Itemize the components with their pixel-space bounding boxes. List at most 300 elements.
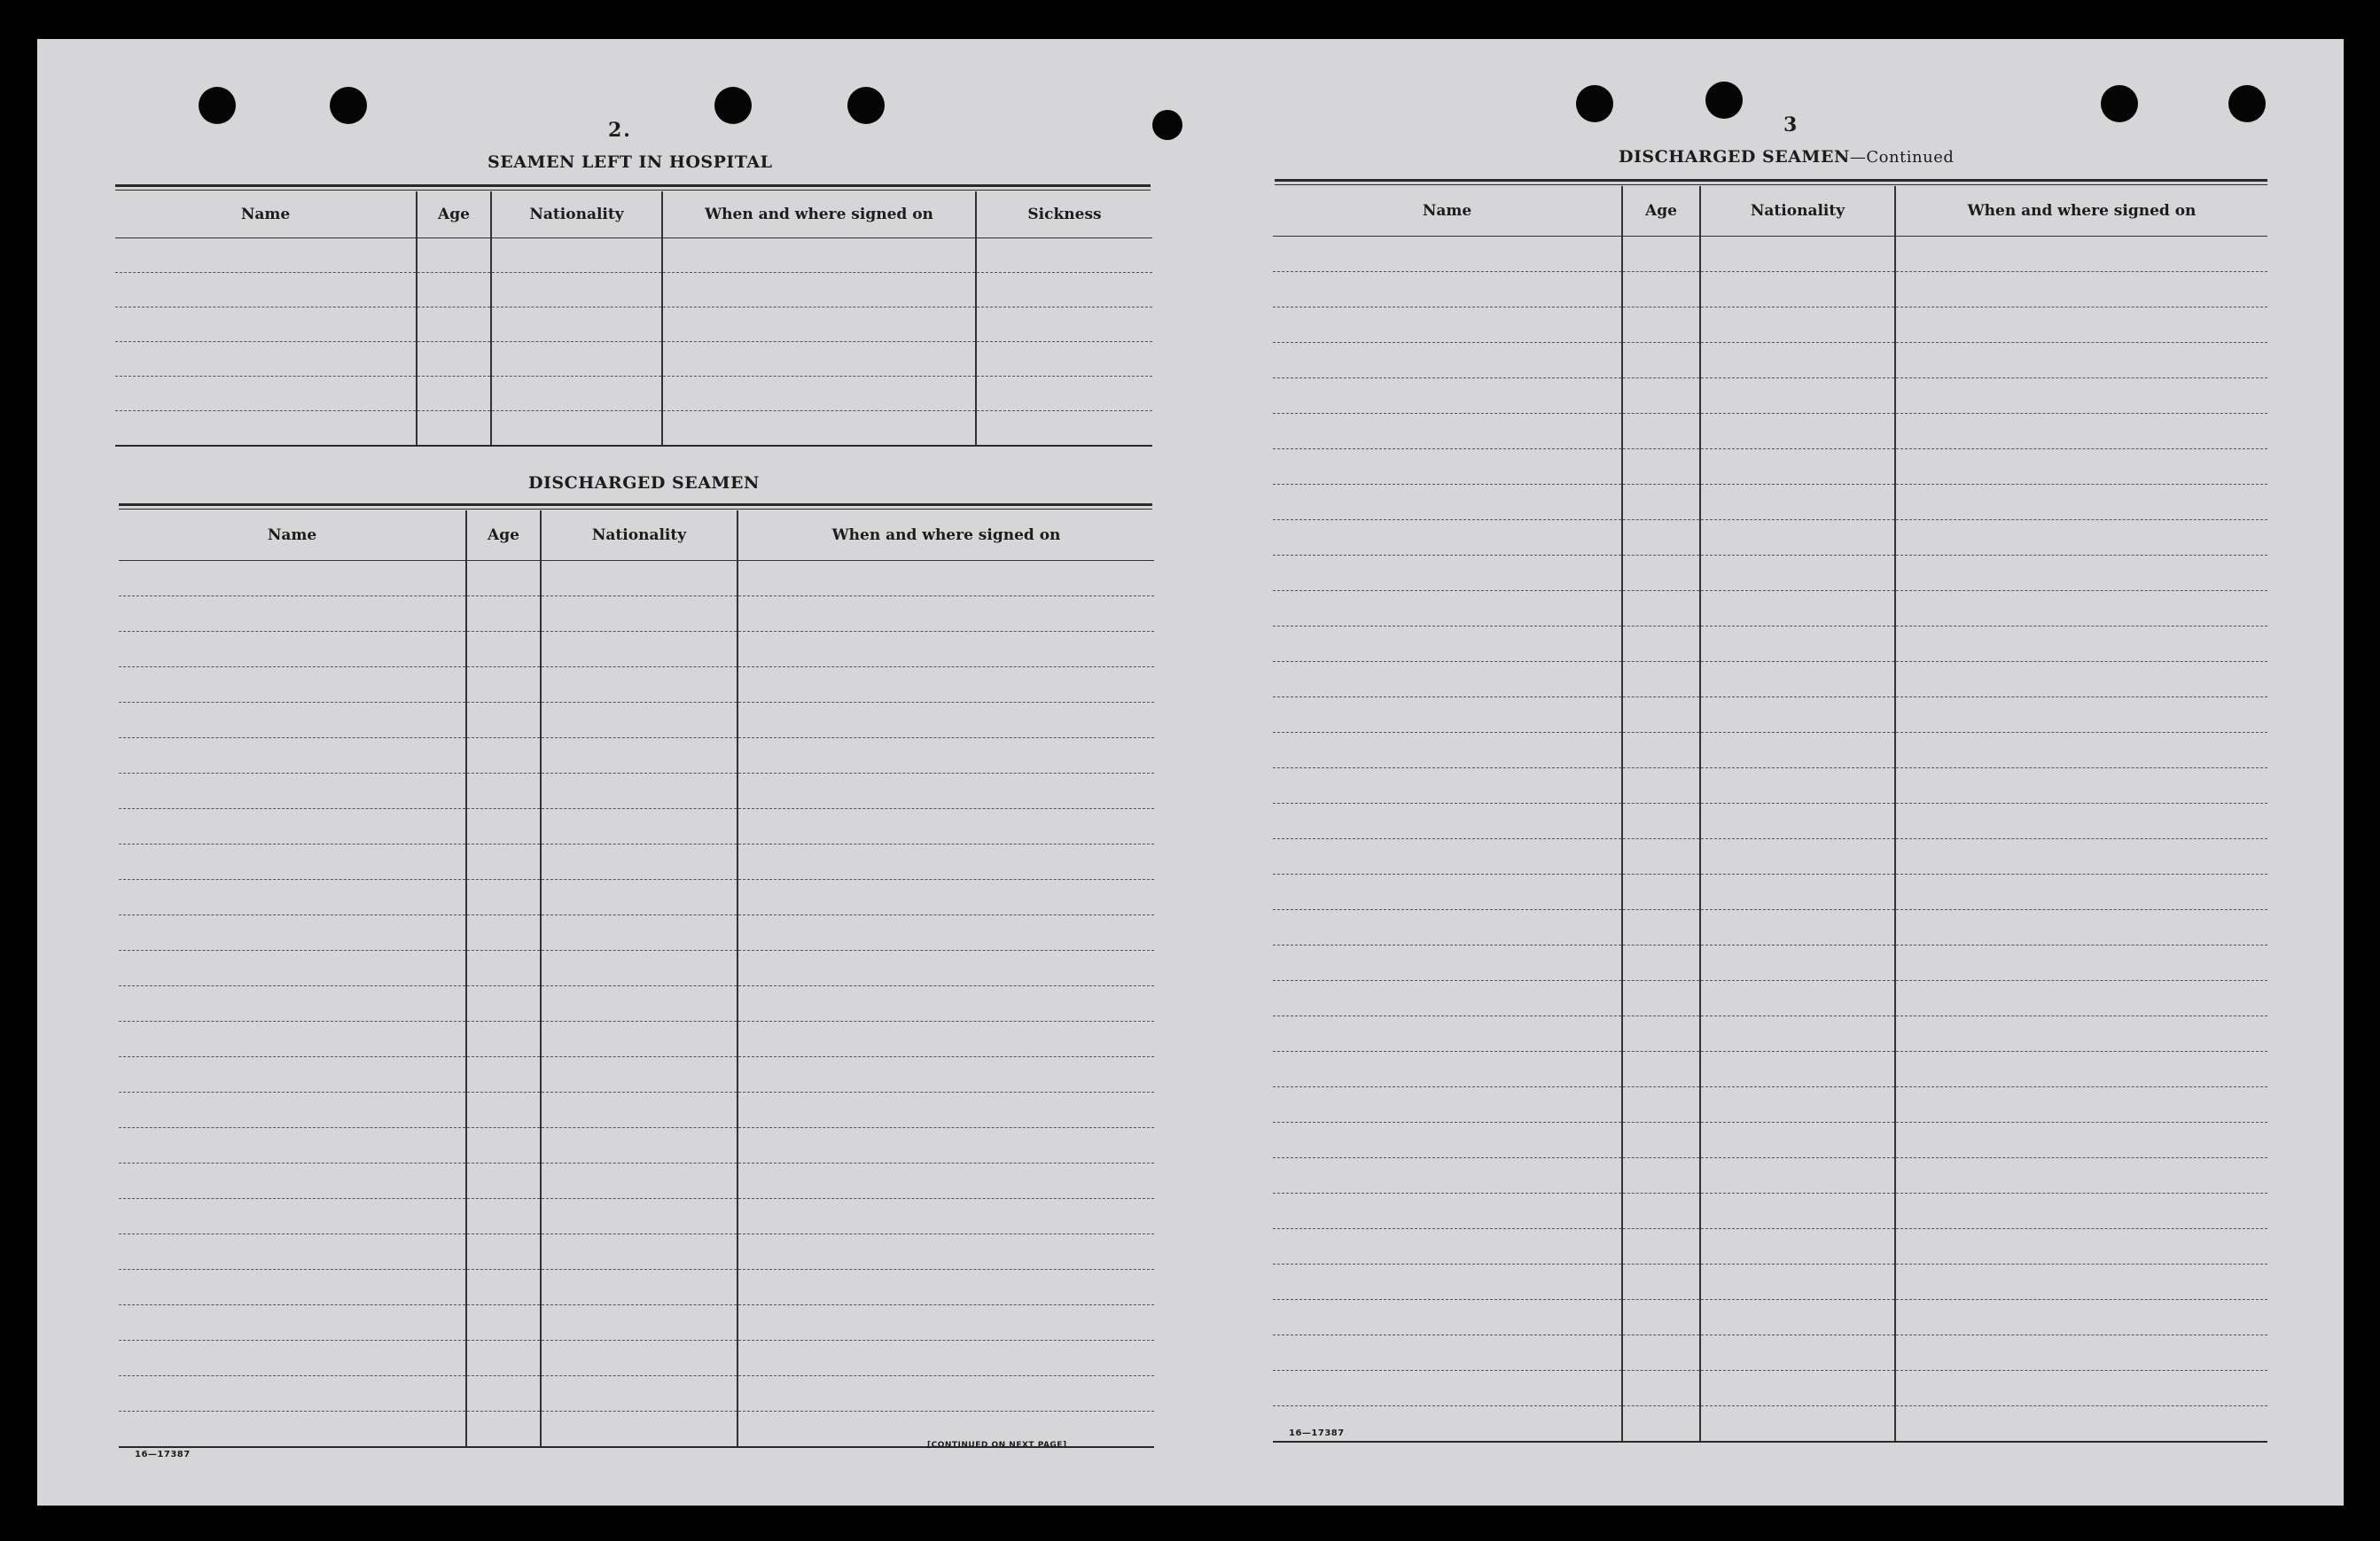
title-rule <box>1275 179 2267 185</box>
table-row <box>119 879 1154 914</box>
table-cell <box>1273 838 1622 874</box>
table-cell <box>491 376 662 410</box>
table-cell <box>737 879 1154 914</box>
table-cell <box>1895 271 2267 307</box>
table-cell <box>1273 519 1622 555</box>
table-cell <box>119 595 466 631</box>
table-cell <box>1622 767 1700 803</box>
table-cell <box>115 341 417 376</box>
table-cell <box>119 1127 466 1163</box>
table-cell <box>466 1127 541 1163</box>
table-row <box>1273 307 2267 342</box>
table-cell <box>1273 1299 1622 1335</box>
table-cell <box>466 914 541 950</box>
table-cell <box>1895 236 2267 271</box>
table-cell <box>541 1340 737 1375</box>
table-cell <box>1622 661 1700 697</box>
table-cell <box>1700 626 1895 661</box>
table-cell <box>466 1092 541 1127</box>
table-cell <box>1622 626 1700 661</box>
table-cell <box>1273 661 1622 697</box>
table-cell <box>1622 697 1700 732</box>
column-header-name: Name <box>115 191 417 237</box>
table-cell <box>417 272 491 307</box>
table-row <box>1273 697 2267 732</box>
table-cell <box>1273 1016 1622 1051</box>
table-cell <box>1622 1086 1700 1122</box>
table-cell <box>541 1234 737 1269</box>
table-cell <box>115 272 417 307</box>
table-cell <box>1622 874 1700 909</box>
table-cell <box>1273 1193 1622 1228</box>
table-cell <box>1273 307 1622 342</box>
table-row <box>1273 1157 2267 1193</box>
column-header-signed-on: When and where signed on <box>1895 186 2267 236</box>
table-cell <box>976 341 1152 376</box>
title-rule <box>119 503 1152 510</box>
table-cell <box>1273 1264 1622 1299</box>
table-row <box>119 1234 1154 1269</box>
table-cell <box>1622 1264 1700 1299</box>
table-row <box>1273 342 2267 377</box>
table-cell <box>119 1269 466 1304</box>
table-cell <box>1273 732 1622 767</box>
table-cell <box>1895 945 2267 980</box>
table-cell <box>1622 980 1700 1016</box>
table-cell <box>737 1269 1154 1304</box>
table-cell <box>1700 307 1895 342</box>
table-row <box>119 595 1154 631</box>
table-cell <box>466 631 541 666</box>
table-cell <box>541 1411 737 1447</box>
table-cell <box>1700 484 1895 519</box>
table-cell <box>1622 1335 1700 1370</box>
table-cell <box>466 1269 541 1304</box>
table-cell <box>1273 909 1622 945</box>
table-row <box>1273 1086 2267 1122</box>
table-cell <box>541 1056 737 1092</box>
table-cell <box>1700 1370 1895 1405</box>
table-cell <box>466 773 541 808</box>
table-cell <box>541 560 737 595</box>
table-cell <box>1895 803 2267 838</box>
table-cell <box>541 985 737 1021</box>
table-row <box>115 376 1152 410</box>
table-cell <box>737 666 1154 702</box>
table-cell <box>119 1056 466 1092</box>
table-cell <box>1700 732 1895 767</box>
table-cell <box>491 307 662 341</box>
table-row <box>1273 484 2267 519</box>
table-cell <box>119 666 466 702</box>
table-cell <box>976 237 1152 272</box>
table-cell <box>417 410 491 446</box>
table-row <box>1273 945 2267 980</box>
table-cell <box>1700 1122 1895 1157</box>
table-row <box>1273 271 2267 307</box>
table-cell <box>1273 377 1622 413</box>
table-cell <box>466 560 541 595</box>
table-cell <box>115 410 417 446</box>
column-header-nationality: Nationality <box>1700 186 1895 236</box>
table-cell <box>466 702 541 737</box>
table-cell <box>976 272 1152 307</box>
table-cell <box>976 376 1152 410</box>
table-cell <box>1700 909 1895 945</box>
table-row <box>1273 626 2267 661</box>
table-cell <box>976 410 1152 446</box>
table-cell <box>541 950 737 985</box>
table-cell <box>1273 945 1622 980</box>
table-cell <box>119 985 466 1021</box>
table-cell <box>1622 307 1700 342</box>
column-header-age: Age <box>466 510 541 560</box>
table-cell <box>1700 236 1895 271</box>
table-cell <box>1895 1335 2267 1370</box>
table-cell <box>1895 767 2267 803</box>
table-cell <box>1273 1370 1622 1405</box>
table-cell <box>119 914 466 950</box>
table-cell <box>115 307 417 341</box>
table-cell <box>1622 590 1700 626</box>
table-cell <box>491 237 662 272</box>
table-cell <box>1895 555 2267 590</box>
column-header-signed-on: When and where signed on <box>662 191 976 237</box>
table-row <box>1273 838 2267 874</box>
table-cell <box>119 879 466 914</box>
table-cell <box>1622 1370 1700 1405</box>
right-page <box>1190 39 2344 1506</box>
table-cell <box>1273 1228 1622 1264</box>
table-cell <box>1895 1122 2267 1157</box>
table-cell <box>737 808 1154 844</box>
table-cell <box>466 595 541 631</box>
column-header-age: Age <box>417 191 491 237</box>
title-rule <box>115 184 1151 191</box>
table-row <box>119 737 1154 773</box>
table-cell <box>1700 838 1895 874</box>
table-cell <box>1700 377 1895 413</box>
hospital-section-title: SEAMEN LEFT IN HOSPITAL <box>488 152 773 172</box>
table-cell <box>1622 1299 1700 1335</box>
table-cell <box>541 666 737 702</box>
table-cell <box>737 1092 1154 1127</box>
table-cell <box>1700 661 1895 697</box>
table-row <box>119 1056 1154 1092</box>
table-row <box>119 1269 1154 1304</box>
table-cell <box>541 773 737 808</box>
table-cell <box>662 341 976 376</box>
table-cell <box>466 1234 541 1269</box>
table-cell <box>1622 909 1700 945</box>
table-row <box>115 410 1152 446</box>
table-cell <box>1622 732 1700 767</box>
table-cell <box>1273 342 1622 377</box>
table-cell <box>1700 697 1895 732</box>
table-cell <box>1622 519 1700 555</box>
table-cell <box>662 410 976 446</box>
table-row <box>119 666 1154 702</box>
document-sheet <box>37 39 2344 1506</box>
table-row <box>119 1304 1154 1340</box>
punch-hole-icon <box>1152 110 1182 140</box>
form-number: 16—17387 <box>1289 1428 1345 1438</box>
table-row <box>1273 909 2267 945</box>
table-cell <box>1273 555 1622 590</box>
table-row <box>1273 1193 2267 1228</box>
table-cell <box>1700 1264 1895 1299</box>
table-cell <box>1895 697 2267 732</box>
table-cell <box>466 666 541 702</box>
table-cell <box>466 1163 541 1198</box>
table-cell <box>541 844 737 879</box>
table-cell <box>1273 626 1622 661</box>
table-cell <box>1895 909 2267 945</box>
table-cell <box>417 376 491 410</box>
table-cell <box>1622 1122 1700 1157</box>
table-cell <box>1622 413 1700 448</box>
discharged-table <box>119 510 1154 1448</box>
table-cell <box>662 307 976 341</box>
discharged-continued-table <box>1273 186 2267 1443</box>
table-cell <box>1895 448 2267 484</box>
table-row <box>119 702 1154 737</box>
table-cell <box>119 1375 466 1411</box>
table-cell <box>1895 1051 2267 1086</box>
table-row <box>119 631 1154 666</box>
table-row <box>1273 448 2267 484</box>
table-cell <box>1273 1051 1622 1086</box>
table-cell <box>1273 236 1622 271</box>
table-cell <box>1622 1051 1700 1086</box>
table-cell <box>417 341 491 376</box>
table-row <box>115 307 1152 341</box>
table-cell <box>1273 980 1622 1016</box>
table-cell <box>119 773 466 808</box>
table-cell <box>466 1056 541 1092</box>
table-cell <box>737 950 1154 985</box>
table-cell <box>1895 1157 2267 1193</box>
column-header-nationality: Nationality <box>491 191 662 237</box>
table-cell <box>1622 236 1700 271</box>
table-cell <box>662 376 976 410</box>
table-cell <box>1895 1086 2267 1122</box>
table-cell <box>417 237 491 272</box>
table-cell <box>119 950 466 985</box>
table-cell <box>1700 1299 1895 1335</box>
table-row <box>1273 1016 2267 1051</box>
table-cell <box>466 1411 541 1447</box>
table-cell <box>976 307 1152 341</box>
table-cell <box>119 1304 466 1340</box>
page-number: 2. <box>608 119 632 142</box>
table-row <box>1273 732 2267 767</box>
table-cell <box>737 1304 1154 1340</box>
table-cell <box>119 1198 466 1234</box>
table-row <box>1273 980 2267 1016</box>
table-cell <box>1622 555 1700 590</box>
table-cell <box>1622 1016 1700 1051</box>
table-row <box>1273 519 2267 555</box>
table-cell <box>1622 271 1700 307</box>
table-cell <box>1273 1122 1622 1157</box>
table-cell <box>119 1340 466 1375</box>
table-cell <box>1895 1016 2267 1051</box>
table-cell <box>541 1269 737 1304</box>
table-row <box>119 1127 1154 1163</box>
table-row <box>119 560 1154 595</box>
table-cell <box>1622 1193 1700 1228</box>
continued-note: [CONTINUED ON NEXT PAGE] <box>927 1441 1067 1450</box>
table-cell <box>115 237 417 272</box>
table-cell <box>541 737 737 773</box>
table-row <box>119 773 1154 808</box>
table-cell <box>737 737 1154 773</box>
table-cell <box>1895 1405 2267 1442</box>
table-cell <box>1700 1405 1895 1442</box>
table-cell <box>541 808 737 844</box>
table-cell <box>541 1127 737 1163</box>
table-row <box>119 1375 1154 1411</box>
table-cell <box>1273 874 1622 909</box>
table-cell <box>541 631 737 666</box>
left-page <box>37 39 1136 1506</box>
table-cell <box>541 1092 737 1127</box>
table-cell <box>737 1056 1154 1092</box>
table-cell <box>1273 1157 1622 1193</box>
table-cell <box>1273 448 1622 484</box>
table-cell <box>119 1411 466 1447</box>
table-cell <box>737 914 1154 950</box>
page-number: 3 <box>1783 113 1799 136</box>
table-cell <box>737 1340 1154 1375</box>
column-header-name: Name <box>119 510 466 560</box>
table-cell <box>1622 377 1700 413</box>
table-row <box>1273 236 2267 271</box>
table-cell <box>1895 484 2267 519</box>
table-row <box>1273 1370 2267 1405</box>
table-cell <box>541 1198 737 1234</box>
table-cell <box>1895 661 2267 697</box>
table-row <box>1273 590 2267 626</box>
table-cell <box>1700 271 1895 307</box>
table-row <box>119 950 1154 985</box>
table-cell <box>1700 767 1895 803</box>
table-cell <box>1273 590 1622 626</box>
table-row <box>119 985 1154 1021</box>
table-cell <box>1700 980 1895 1016</box>
table-cell <box>491 410 662 446</box>
table-cell <box>1273 1335 1622 1370</box>
table-row <box>1273 874 2267 909</box>
table-cell <box>1700 1051 1895 1086</box>
discharged-section-title: DISCHARGED SEAMEN <box>528 473 760 493</box>
table-row <box>119 1198 1154 1234</box>
table-cell <box>1273 803 1622 838</box>
table-row <box>1273 661 2267 697</box>
table-cell <box>737 1163 1154 1198</box>
table-cell <box>1700 1193 1895 1228</box>
table-row <box>1273 1405 2267 1442</box>
table-row <box>119 1021 1154 1056</box>
table-cell <box>1895 1193 2267 1228</box>
table-cell <box>1273 697 1622 732</box>
table-row <box>1273 1228 2267 1264</box>
table-cell <box>466 1340 541 1375</box>
column-header-nationality: Nationality <box>541 510 737 560</box>
table-row <box>115 341 1152 376</box>
table-cell <box>491 272 662 307</box>
table-cell <box>1895 590 2267 626</box>
table-cell <box>119 737 466 773</box>
table-cell <box>541 702 737 737</box>
table-cell <box>1895 1228 2267 1264</box>
table-cell <box>1622 838 1700 874</box>
table-cell <box>466 1304 541 1340</box>
table-cell <box>541 1304 737 1340</box>
table-cell <box>1895 342 2267 377</box>
table-cell <box>1895 626 2267 661</box>
table-cell <box>1622 484 1700 519</box>
table-cell <box>1700 1086 1895 1122</box>
table-row <box>1273 1335 2267 1370</box>
table-cell <box>1273 1086 1622 1122</box>
table-cell <box>1895 874 2267 909</box>
table-cell <box>1700 1016 1895 1051</box>
table-cell <box>1700 555 1895 590</box>
table-row <box>1273 803 2267 838</box>
table-cell <box>737 702 1154 737</box>
table-row <box>119 844 1154 879</box>
table-cell <box>737 560 1154 595</box>
table-cell <box>417 307 491 341</box>
table-cell <box>1895 980 2267 1016</box>
table-cell <box>1895 519 2267 555</box>
table-cell <box>119 1234 466 1269</box>
table-cell <box>1700 342 1895 377</box>
table-cell <box>737 1375 1154 1411</box>
column-header-name: Name <box>1273 186 1622 236</box>
table-cell <box>119 844 466 879</box>
table-cell <box>119 1021 466 1056</box>
table-cell <box>1895 377 2267 413</box>
table-cell <box>737 1021 1154 1056</box>
table-cell <box>737 844 1154 879</box>
table-cell <box>1700 448 1895 484</box>
table-cell <box>737 1127 1154 1163</box>
table-row <box>1273 1051 2267 1086</box>
table-cell <box>1622 342 1700 377</box>
table-cell <box>662 272 976 307</box>
table-cell <box>1622 945 1700 980</box>
table-cell <box>737 595 1154 631</box>
column-header-sickness: Sickness <box>976 191 1152 237</box>
table-row <box>119 1163 1154 1198</box>
table-cell <box>662 237 976 272</box>
table-cell <box>466 844 541 879</box>
table-cell <box>119 702 466 737</box>
table-cell <box>1622 803 1700 838</box>
column-header-age: Age <box>1622 186 1700 236</box>
table-row <box>1273 377 2267 413</box>
table-cell <box>119 808 466 844</box>
table-cell <box>119 1163 466 1198</box>
table-cell <box>466 1021 541 1056</box>
table-cell <box>1895 732 2267 767</box>
table-cell <box>115 376 417 410</box>
table-row <box>115 237 1152 272</box>
table-cell <box>119 631 466 666</box>
